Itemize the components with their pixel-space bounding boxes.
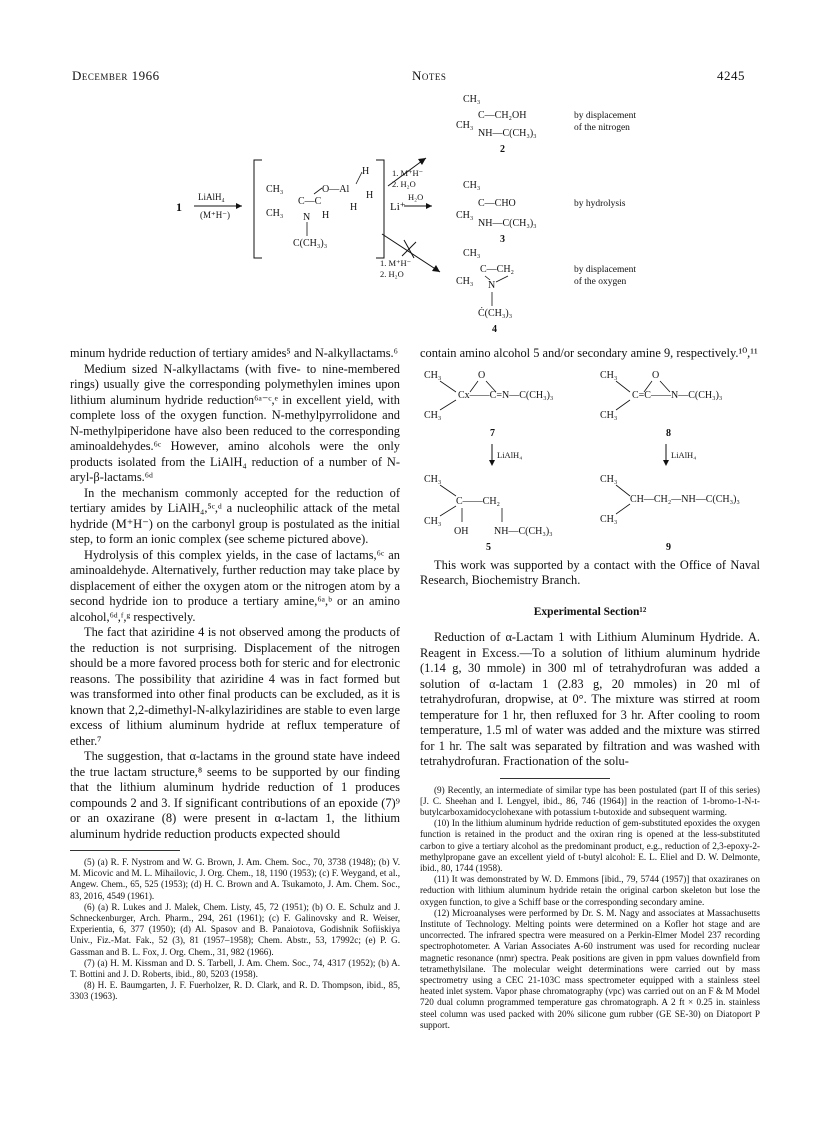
right-column (420, 346, 760, 1031)
p4-tbu: Ċ(CH₃)₃ (478, 308, 513, 319)
paragraph: contain amino alcohol 5 and/or secondary amine 9, respectively.¹⁰,¹¹ (420, 346, 758, 360)
p3-nhc: NH—C(CH₃)₃ (478, 218, 537, 229)
complex-ch3-bottom: CH₃ (266, 208, 284, 219)
complex-n: N (303, 212, 311, 223)
s9-ch3-top: CH₃ (600, 473, 618, 485)
s5-oh: OH (454, 525, 469, 537)
footnote: (10) In the lithium aluminum hydride reduction of gem-substituted epoxides the oxygen function is retained in the product and the oxiran ring is opened at the less-substituted carbon to give a tertiary alcohol as the predominant product, e.g., reduction of 2,3-epoxy-2-methylpropane gave an excellent yield of t-butyl alcohol: E. L. Eliel and D. W. Delmonte, ibid., 80, 1744 (1958). (420, 818, 760, 873)
footnote-divider (70, 850, 180, 851)
product4-note-2: of the oxygen (574, 277, 627, 287)
s9-ch3-bottom: CH₃ (600, 513, 618, 525)
compound-5-label: 5 (486, 541, 491, 553)
s9-amine: CH—CH₂—NH—C(CH₃)₃ (630, 493, 740, 505)
s7-o: O (478, 369, 486, 381)
right-bracket (376, 160, 384, 258)
p2-ch3-bottom: CH₃ (456, 120, 474, 131)
p3-ch3-top: CH₃ (463, 180, 481, 191)
left-bracket (254, 160, 262, 258)
s7-ch3-top: CH₃ (424, 369, 442, 381)
s7-ch3-bottom: CH₃ (424, 409, 442, 421)
reagent-mh: (M⁺H⁻) (200, 210, 230, 220)
s8-oxazirane-line: C=C——N—C(CH₃)₃ (632, 389, 723, 401)
complex-oal: O—Al (322, 184, 350, 195)
s5-methyl-bond-2 (440, 506, 456, 516)
footnote: (7) (a) H. M. Kissman and D. S. Tarbell, J. Am. Chem. Soc., 74, 4317 (1952); (b) A. T. Bottini and J. D. Roberts, ibid., 80, 5203 (1958). (70, 957, 400, 980)
p4-ch3-bottom: CH₃ (456, 276, 474, 287)
page-number: 4245 (717, 68, 745, 83)
complex-h-top: H (362, 166, 370, 177)
s5-ch3-top: CH₃ (424, 473, 442, 485)
acknowledgment: This work was supported by a contact with the Office of Naval Research, Biochemistry Branch. (420, 557, 760, 587)
structures-7-8-5-9 (420, 364, 760, 554)
s7-epoxide-line: Cx——C=N—C(CH₃)₃ (458, 389, 554, 401)
s8-o: O (652, 369, 660, 381)
arrowhead-middle (426, 203, 432, 209)
reagent-7: LiAlH₄ (497, 449, 523, 460)
s9-methyl-bond-1 (616, 485, 630, 496)
reagent-8: LiAlH₄ (671, 449, 697, 460)
footnote: (6) (a) R. Lukes and J. Malek, Chem. Listy, 45, 72 (1951); (b) O. E. Schulz and J. Schneckenburger, Arch. Pharm., 294, 261 (1961); (c) F. Galinovsky and R. Weiser, Experientia, 6, 377 (1950); (d) Al. Spasov and B. Panaiotova, Godishnik Sofiiskiya Univ., Fiz.-Mat. Fak., 52 (3), 81 (1957–1958); Chem. Abstr., 53, 17992c; (e) P. G. Gassman and B. L. Fox, J. Org. Chem., 31, 982 (1966). (70, 901, 400, 957)
path3-step1: 1. M⁺H⁻ (380, 258, 412, 268)
path1-step2: 2. H₂O (392, 179, 416, 189)
product3-label: 3 (500, 234, 505, 245)
path1-step1: 1. M⁺H⁻ (392, 168, 424, 178)
s7-methyl-bond-2 (440, 400, 456, 410)
product4-note-1: by displacement (574, 265, 636, 275)
s7-methyl-bond-1 (440, 381, 456, 392)
paragraph: Medium sized N-alkyllactams (with five- to nine-membered rings) usually give the corresponding polymethylen imines upon lithium aluminum hydride reduction⁶ᵃ⁻ᶜ,ᵉ in excellent yield, with complete loss of the oxygen function. N-methylpyrrolidone and N-methylpiperidone have also been reduced to the corresponding aminoaldehydes.⁶ᶜ However, amino alcohols were the only products isolated from the LiAlH₄ reduction of a number of N-aryl-β-lactams.⁶ᵈ (70, 361, 400, 484)
complex-ch3-top: CH₃ (266, 184, 284, 195)
p4-ring-bond-2 (496, 276, 508, 282)
product3-note: by hydrolysis (574, 199, 626, 209)
p2-ch3-top: CH₃ (463, 94, 481, 105)
paragraph: The fact that aziridine 4 is not observed among the products of the reduction is not surprising. Displacement of the nitrogen should be a more favored process both for steric and for electronic reasons. The possibility that aziridine 4 was in fact formed but was transformed into other final products can be excluded, as it is known that 2,2-dimethyl-N-alkylaziridines are stable to even large excess of lithium aluminum hydride at reflux temperature of ether.⁷ (70, 625, 400, 748)
p2-nhc: NH—C(CH₃)₃ (478, 128, 537, 139)
compound-7-label: 7 (490, 427, 495, 439)
arrowhead-up (418, 158, 426, 165)
p4-ch2: C—CH₂ (480, 264, 515, 275)
s5-nhc: NH—C(CH₃)₃ (494, 525, 553, 537)
p3-cho: C—CHO (478, 198, 516, 209)
arrowhead-1 (236, 203, 242, 209)
section-title: Experimental Section¹² (533, 605, 647, 618)
paragraph: minum hydride reduction of tertiary amides⁵ and N-alkyllactams.⁶ (70, 346, 398, 360)
paragraph: In the mechanism commonly accepted for the reduction of tertiary amides by LiAlH₄,⁵ᶜ,ᵈ a nucleophilic attack of the metal hydride (M⁺H⁻) on the carbonyl group is postulated as the initial step, to form an ionic complex (see scheme pictured above). (70, 485, 400, 546)
bond-al-h (356, 172, 362, 184)
compound-9-label: 9 (666, 541, 671, 553)
complex-h-bottom: H (350, 202, 358, 213)
p2-ch2oh: C—CH₂OH (478, 110, 527, 121)
reaction-scheme (150, 88, 750, 338)
left-column (70, 346, 400, 1003)
s8-methyl-bond-1 (616, 381, 630, 392)
paragraph: The suggestion, that α-lactams in the ground state have indeed the true lactam structure,⁸ seems to be supported by our finding that the lithium aluminum hydride reduction of 1 produces compounds 2 and 3. If significant contributions of an epoxide (7)⁹ or an oxazirane (8) were present in α-lactam 1, the lithium aluminum hydride reduction products expected should (70, 749, 400, 841)
p4-ch3-top: CH₃ (463, 248, 481, 259)
footnote: (8) H. E. Baumgarten, J. F. Fuerholzer, R. D. Clark, and R. D. Thompson, ibid., 85, 3303 (1963). (70, 980, 400, 1002)
complex-h-right: H (366, 190, 374, 201)
s8-ch3-top: CH₃ (600, 369, 618, 381)
s5-ch2: C——CH₂ (456, 495, 501, 507)
running-header-date: December 1966 (72, 68, 160, 83)
s8-methyl-bond-2 (616, 400, 630, 410)
product4-label: 4 (492, 324, 497, 335)
product2-label: 2 (500, 144, 505, 155)
bond-c-al (314, 188, 322, 194)
s9-methyl-bond-2 (616, 504, 630, 514)
s5-ch3-bottom: CH₃ (424, 515, 442, 527)
compound-8-label: 8 (666, 427, 671, 439)
reagent-lialh4: LiAlH₄ (198, 192, 225, 202)
p3-ch3-bottom: CH₃ (456, 210, 474, 221)
hydrolysis-reagent: H₂O (408, 192, 424, 202)
arrowhead-8-to-9 (663, 460, 669, 466)
paragraph: Hydrolysis of this complex yields, in the case of lactams,⁶ᶜ an aminoaldehyde. Alternatively, further reduction may take place by displacement of either the oxygen atom or the nitrogen atom by a second hydride ion to produce a tertiary amine,⁶ᵃ,ᵇ or an amino alcohol,⁶ᵈ,ᶠ,ᵍ respectively. (70, 547, 400, 624)
footnote: (9) Recently, an intermediate of similar type has been postulated (part II of this series) [J. C. Sheehan and I. Lengyel, ibid., 86, 746 (1964)] in the reaction of 1-bromo-1-N-t-butylcarboxamidocyclohexane with potassium t-butoxide and subsequent warming. (420, 784, 760, 817)
s5-methyl-bond-1 (440, 485, 456, 496)
product2-note-2: of the nitrogen (574, 123, 630, 133)
experimental-paragraph: Reduction of α-Lactam 1 with Lithium Aluminum Hydride. A. Reagent in Excess.—To a solution of lithium aluminum hydride (1.14 g, 30 mmole) in 300 ml of tetrahydrofuran was added a solution of α-lactam 1 (2.83 g, 20 mmoles) in 20 ml of tetrahydrofuran, dropwise, at 0°. The mixture was stirred at room temperature for 1 hr, then refluxed for 3 hr. After cooling to room temperature, 1.5 ml of water was added and the mixture was stirred for 1 hr. The salt was separated by filtration and was washed with tetrahydrofuran. Fractionation of the solu- (420, 630, 760, 768)
footnote: (12) Microanalyses were performed by Dr. S. M. Nagy and associates at Massachusetts Institute of Technology. Melting points were determined on a Kofler hot stage and are uncorrected. The infrared spectra were measured on a Perkin-Elmer Model 237 recording spectrophotometer. A Varian Associates A-60 instrument was used for recording nuclear magnetic resonance (nmr) spectra. Peak positions are given in ppm values downfield from tetramethylsilane. The molecular weight determinations were carried out by mass spectrometry using a CEC 21-103C mass spectrometer equipped with a stainless steel heated inlet system. Vapor phase chromatography (vpc) was carried out on an F & M Model 720 dual column programmed temperature gas chromatograph. A 2 ft × 0.25 in. stainless steel column was used packed with 20% silicone gum rubber (GE SE-30) on Diatoport P support. (420, 907, 760, 1030)
footnote: (5) (a) R. F. Nystrom and W. G. Brown, J. Am. Chem. Soc., 70, 3738 (1948); (b) V. M. Micovic and M. L. Mihailovic, J. Org. Chem., 18, 1190 (1953); (c) F. Weygand, et al., Angew. Chem., 65, 525 (1953); (d) H. C. Brown and A. Tsukamoto, J. Am. Chem. Soc., 83, 2016, 4549 (1961). (70, 857, 400, 901)
product2-note-1: by displacement (574, 111, 636, 121)
p4-n: N (488, 280, 496, 291)
arrowhead-down (432, 265, 440, 272)
path3-step2: 2. H₂O (380, 269, 404, 279)
footnote: (11) It was demonstrated by W. D. Emmons [ibid., 79, 5744 (1957)] that oxaziranes on reduction with lithium aluminum hydride retain the original carbon skeleton but lose the oxygen function, to give a Schiff base or the corresponding secondary amine. (420, 874, 760, 907)
reactant-number: 1 (176, 200, 182, 214)
complex-tbu: C(CH₃)₃ (293, 238, 328, 249)
complex-cc: C—C (298, 196, 322, 207)
running-header-section: Notes (412, 68, 447, 83)
s8-ch3-bottom: CH₃ (600, 409, 618, 421)
lithium-cation: Li⁺ (390, 201, 406, 213)
arrowhead-7-to-5 (489, 460, 495, 466)
footnote-divider (500, 778, 610, 779)
complex-h-n: H (322, 210, 330, 221)
